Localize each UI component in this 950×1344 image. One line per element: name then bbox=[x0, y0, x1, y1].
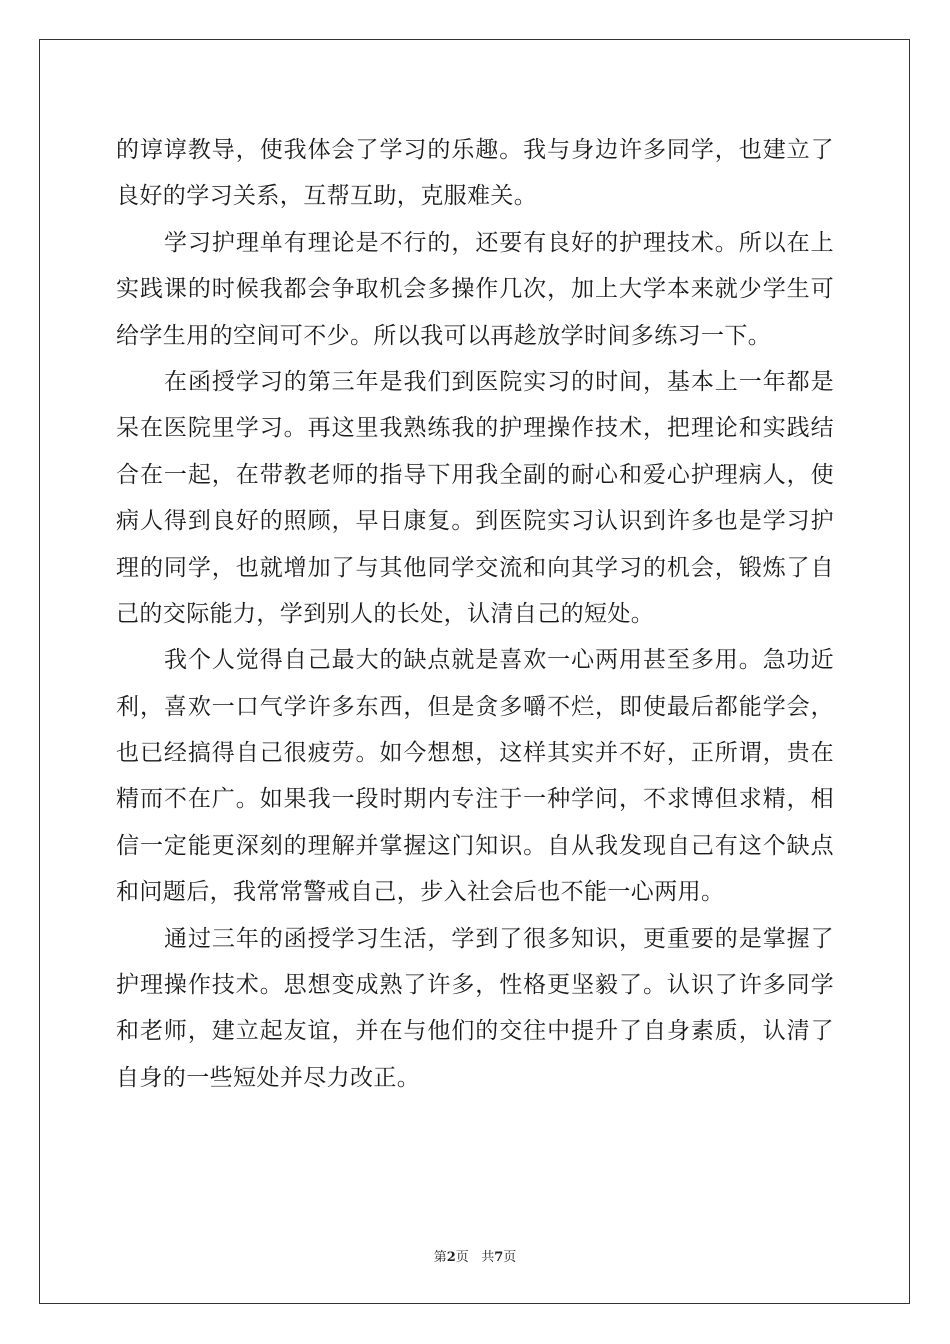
page-footer bbox=[0, 1246, 950, 1265]
text-line: 利，喜欢一口气学许多东西，但是贪多嚼不烂，即使最后都能学会， bbox=[116, 693, 834, 720]
text-line: 护理操作技术。思想变成熟了许多，性格更坚毅了。认识了许多同学 bbox=[116, 972, 834, 999]
text-line: 自身的一些短处并尽力改正。 bbox=[116, 1064, 421, 1091]
text-line: 的谆谆教导，使我体会了学习的乐趣。我与身边许多同学，也建立了 bbox=[116, 137, 834, 163]
footer-page-number: 2 bbox=[446, 1250, 456, 1265]
text-line: 理的同学，也就增加了与其他同学交流和向其学习的机会，锻炼了自 bbox=[116, 554, 834, 581]
text-line: 呆在医院里学习。再这里我熟练我的护理操作技术，把理论和实践结 bbox=[116, 415, 834, 442]
text-line: 和老师，建立起友谊，并在与他们的交往中提升了自身素质，认清了 bbox=[116, 1018, 834, 1045]
text-line: 也已经搞得自己很疲劳。如今想想，这样其实并不好，正所谓，贵在 bbox=[116, 740, 834, 767]
text-line: 通过三年的函授学习生活，学到了很多知识，更重要的是掌握了 bbox=[164, 925, 834, 952]
footer-total-suffix: 页 bbox=[503, 1250, 517, 1265]
text-line: 病人得到良好的照顾，早日康复。到医院实习认识到许多也是学习护 bbox=[116, 508, 834, 535]
text-line: 合在一起，在带教老师的指导下用我全副的耐心和爱心护理病人，使 bbox=[116, 461, 834, 488]
text-line: 己的交际能力，学到别人的长处，认清自己的短处。 bbox=[116, 600, 655, 627]
text-line: 和问题后，我常常警戒自己，步入社会后也不能一心两用。 bbox=[116, 879, 725, 906]
footer-total-prefix: 共 bbox=[481, 1250, 495, 1265]
text-line: 精而不在广。如果我一段时期内专注于一种学问，不求博但求精，相 bbox=[116, 786, 834, 813]
footer-page-prefix: 第 bbox=[433, 1250, 447, 1265]
text-line: 在函授学习的第三年是我们到医院实习的时间，基本上一年都是 bbox=[164, 368, 834, 395]
footer-total-pages: 7 bbox=[494, 1250, 504, 1265]
text-line: 我个人觉得自己最大的缺点就是喜欢一心两用甚至多用。急功近 bbox=[164, 647, 834, 674]
text-line: 良好的学习关系，互帮互助，克服难关。 bbox=[116, 183, 538, 210]
text-line: 实践课的时候我都会争取机会多操作几次，加上大学本来就少学生可 bbox=[116, 276, 834, 303]
text-line: 信一定能更深刻的理解并掌握这门知识。自从我发现自己有这个缺点 bbox=[116, 832, 834, 859]
document-body bbox=[116, 127, 834, 1101]
footer-page-suffix: 页 bbox=[455, 1250, 469, 1265]
text-line: 学习护理单有理论是不行的，还要有良好的护理技术。所以在上 bbox=[164, 229, 834, 256]
text-line: 给学生用的空间可不少。所以我可以再趁放学时间多练习一下。 bbox=[116, 322, 772, 349]
